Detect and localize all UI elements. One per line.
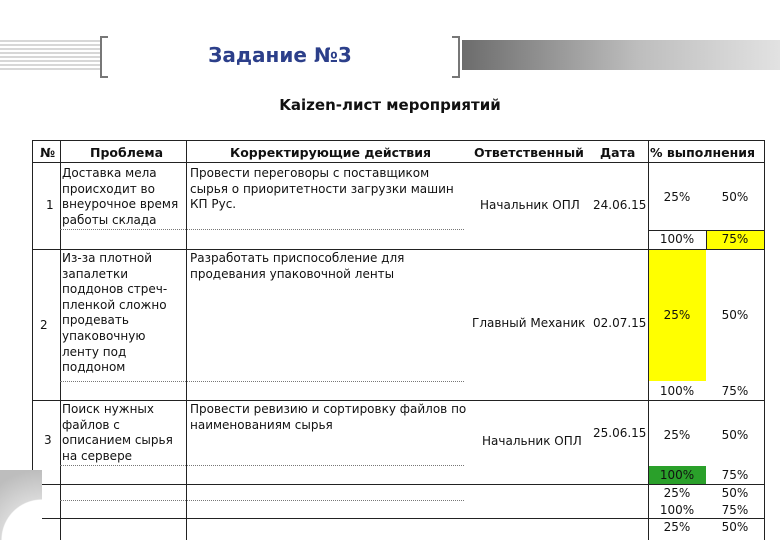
- row2-date: 02.07.15: [593, 316, 647, 330]
- table-title: Kaizen-лист мероприятий: [279, 96, 501, 114]
- grid-line: [60, 140, 61, 540]
- page-title: Задание №3: [208, 43, 352, 67]
- row3-num: 3: [44, 433, 52, 447]
- row2-num: 2: [40, 318, 48, 332]
- row3-plan-b: 50%: [721, 428, 749, 442]
- grid-line: [648, 249, 764, 250]
- row1-fact-b: 75%: [721, 232, 749, 246]
- row2-responsible: Главный Механик: [472, 316, 586, 330]
- row2-fact-b: 75%: [721, 384, 749, 398]
- row1-problem: Доставка мела происходит во внеурочное время работы склада: [62, 166, 179, 227]
- header-percent: % выполнения: [650, 145, 756, 160]
- extra-2-b: 75%: [721, 503, 749, 517]
- row2-fact-a: 100%: [659, 384, 695, 398]
- title-bracket-right: [452, 36, 460, 78]
- dotted-separator: [60, 500, 464, 501]
- row3-action: Провести ревизию и сортировку файлов по наименованиям сырья: [190, 402, 467, 432]
- row3-responsible: Начальник ОПЛ: [482, 434, 582, 448]
- grid-line: [648, 230, 764, 231]
- row3-fact-a: 100%: [659, 468, 695, 482]
- row2-plan-b: 50%: [721, 308, 749, 322]
- grid-line: [32, 140, 764, 141]
- row2-plan-a: 25%: [663, 308, 691, 322]
- grid-line: [186, 140, 187, 540]
- grid-line: [32, 249, 648, 250]
- row3-plan-a: 25%: [663, 428, 691, 442]
- row2-action: Разработать приспособление для продевания упаковочной ленты: [190, 251, 405, 281]
- header-problem: Проблема: [90, 145, 164, 160]
- grid-line: [32, 162, 764, 163]
- grid-line: [32, 484, 764, 485]
- row3-date: 25.06.15: [593, 426, 647, 440]
- grid-line: [32, 400, 764, 401]
- header-stripes-left: [0, 40, 100, 70]
- extra-1-a: 25%: [663, 486, 691, 500]
- dotted-separator: [60, 229, 464, 230]
- dotted-separator: [60, 381, 464, 382]
- row1-fact-a: 100%: [659, 232, 695, 246]
- extra-3-a: 25%: [663, 520, 691, 534]
- extra-1-b: 50%: [721, 486, 749, 500]
- row1-responsible: Начальник ОПЛ: [480, 198, 580, 212]
- page-curl-decoration: [0, 470, 42, 540]
- header-gradient-bar: [462, 40, 780, 70]
- extra-2-a: 100%: [659, 503, 695, 517]
- row1-date: 24.06.15: [593, 198, 647, 212]
- row3-problem: Поиск нужных файлов с описанием сырья на сервере: [62, 402, 173, 463]
- header-actions: Корректирующие действия: [230, 145, 432, 160]
- row1-plan-a: 25%: [663, 190, 691, 204]
- row3-fact-b: 75%: [721, 468, 749, 482]
- row1-plan-b: 50%: [721, 190, 749, 204]
- grid-line: [764, 140, 765, 540]
- dotted-separator: [60, 465, 464, 466]
- row1-action: Провести переговоры с поставщиком сырья о приоритетности загрузки машин КП Рус.: [190, 166, 454, 212]
- header-num: №: [40, 145, 56, 160]
- extra-3-b: 50%: [721, 520, 749, 534]
- row1-num: 1: [46, 198, 54, 212]
- header-date: Дата: [600, 145, 636, 160]
- header-responsible: Ответственный: [474, 145, 584, 160]
- title-bracket-left: [100, 36, 108, 78]
- grid-line: [32, 518, 764, 519]
- row2-problem: Из-за плотной запалетки поддонов стреч-пленкой сложно продевать упаковочную ленту под поддоном: [62, 251, 168, 375]
